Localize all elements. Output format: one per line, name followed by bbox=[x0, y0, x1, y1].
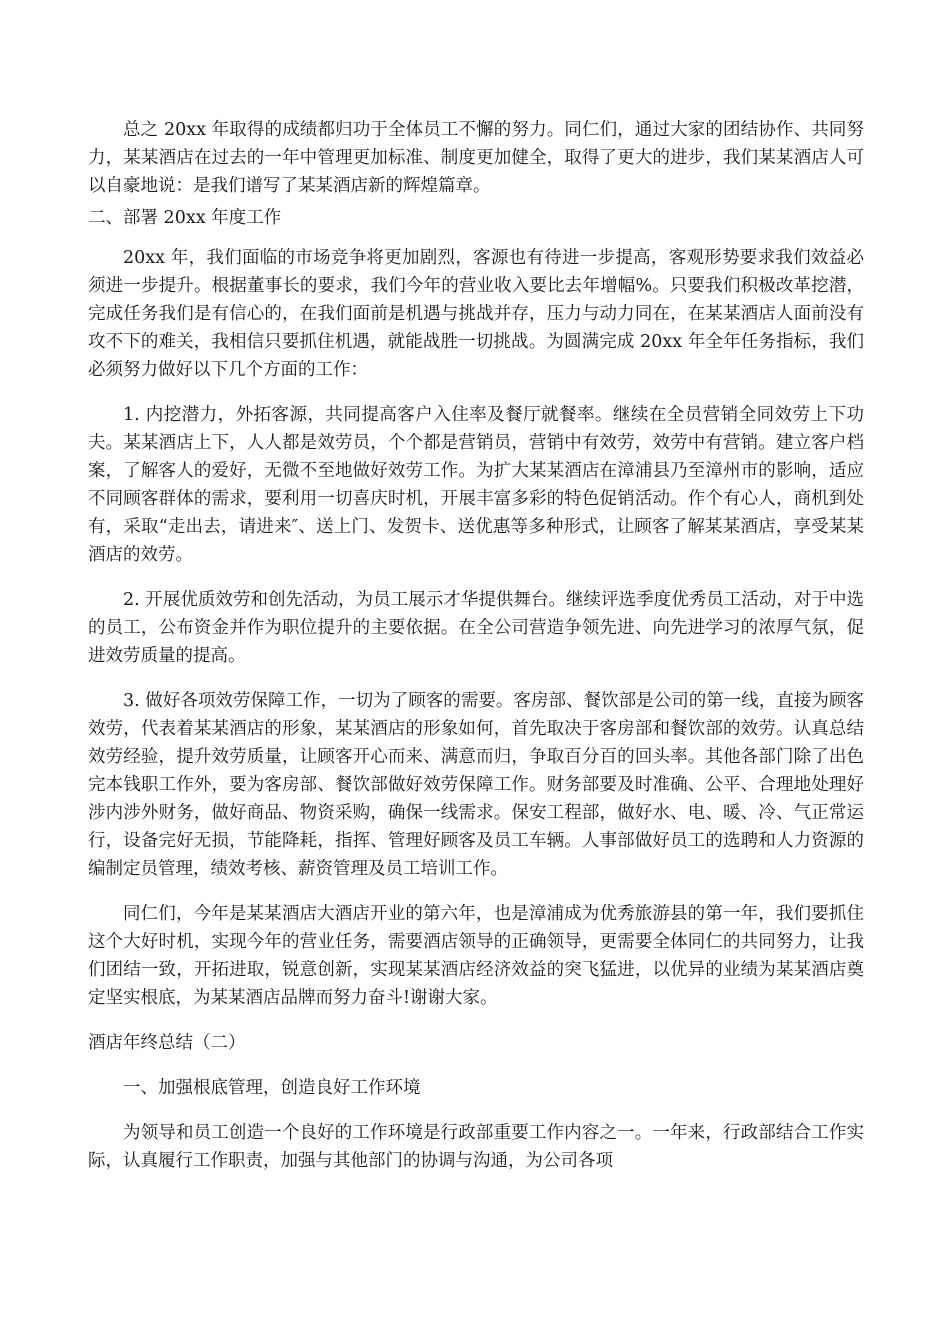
paragraph-summary: 总之 20xx 年取得的成绩都归功于全体员工不懈的努力。同仁们，通过大家的团结协作、共同努力，某某酒店在过去的一年中管理更加标准、制度更加健全，取得了更大的进步，我们某某酒店人可以自豪地说：是我们谱写了某某酒店新的辉煌篇章。 bbox=[88, 120, 864, 196]
paragraph-item-3: 3. 做好各项效劳保障工作，一切为了顾客的需要。客房部、餐饮部是公司的第一线，直接为顾客效劳，代表着某某酒店的形象，某某酒店的形象如何，首先取决于客房部和餐饮部的效劳。认真总结效劳经验，提升效劳质量，让顾客开心而来、满意而归，争取百分百的回头率。其他各部门除了出色完本钱职工作外，要为客房部、餐饮部做好效劳保障工作。财务部要及时准确、公平、合理地处理好涉内涉外财务，做好商品、物资采购，确保一线需求。保安工程部，做好水、电、暖、冷、气正常运行，设备完好无损，节能降耗，指挥、管理好顾客及员工车辆。人事部做好员工的选聘和人力资源的编制定员管理，绩效考核、薪资管理及员工培训工作。 bbox=[88, 691, 864, 879]
section-heading-2025-plan: 二、部署 20xx 年度工作 bbox=[88, 208, 282, 228]
paragraph-market-outlook: 20xx 年，我们面临的市场竞争将更加剧烈，客源也有待进一步提高，客观形势要求我们效益必须进一步提升。根据董事长的要求，我们今年的营业收入要比去年增幅%。只要我们积极改革挖潜，完成任务我们是有信心的，在我们面前是机遇与挑战并存，压力与动力同在，在某某酒店人面前没有攻不下的难关，我相信只要抓住机遇，就能战胜一切挑战。为圆满完成 20xx 年全年任务指标，我们必须努力做好以下几个方面的工作： bbox=[88, 248, 864, 380]
document-title-part-2: 酒店年终总结（二） bbox=[88, 1033, 246, 1053]
paragraph-closing: 同仁们，今年是某某酒店大酒店开业的第六年，也是漳浦成为优秀旅游县的第一年，我们要抓住这个大好时机，实现今年的营业任务，需要酒店领导的正确领导，更需要全体同仁的共同努力，让我们团结一致，开拓进取，锐意创新，实现某某酒店经济效益的突飞猛进，以优异的业绩为某某酒店奠定坚实根底，为某某酒店品牌而努力奋斗!谢谢大家。 bbox=[88, 904, 864, 1008]
paragraph-admin-work: 为领导和员工创造一个良好的工作环境是行政部重要工作内容之一。一年来，行政部结合工作实际，认真履行工作职责，加强与其他部门的协调与沟通，为公司各项 bbox=[88, 1123, 864, 1171]
section-heading-management: 一、加强根底管理，创造良好工作环境 bbox=[123, 1078, 421, 1098]
document-page bbox=[88, 116, 864, 1192]
paragraph-item-1: 1. 内挖潜力，外拓客源，共同提高客户入住率及餐厅就餐率。继续在全员营销全同效劳上下功夫。某某酒店上下，人人都是效劳员，个个都是营销员，营销中有效劳，效劳中有营销。建立客户档案，了解客人的爱好，无微不至地做好效劳工作。为扩大某某酒店在漳浦县乃至漳州市的影响，适应不同顾客群体的需求，要利用一切喜庆时机，开展丰富多彩的特色促销活动。作个有心人，商机到处有，采取“走出去，请进来″、送上门、发贺卡、送优惠等多种形式，让顾客了解某某酒店，享受某某酒店的效劳。 bbox=[88, 405, 864, 565]
paragraph-item-2: 2. 开展优质效劳和创先活动，为员工展示才华提供舞台。继续评选季度优秀员工活动，对于中选的员工，公布资金并作为职位提升的主要依据。在全公司营造争领先进、向先进学习的浓厚气氛，促进效劳质量的提高。 bbox=[88, 590, 864, 666]
